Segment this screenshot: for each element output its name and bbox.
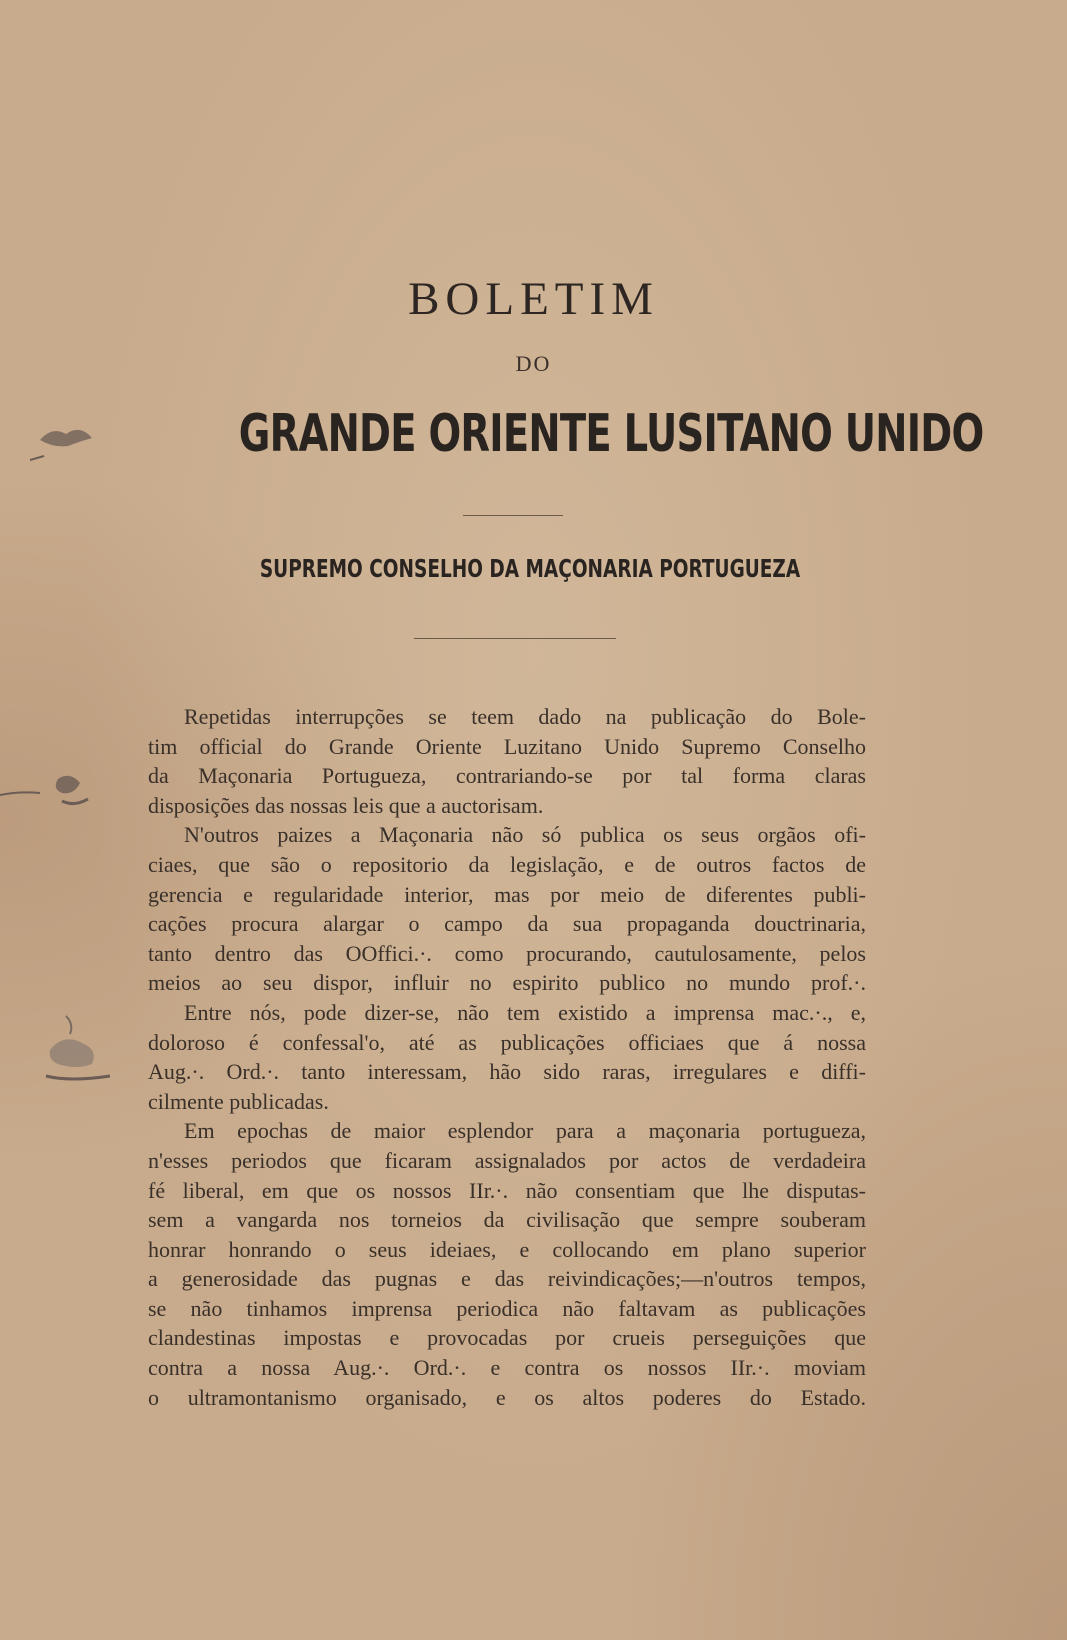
text-line: disposições das nossas leis que a auctorisam. [148, 792, 544, 818]
text-line: honrar honrando o seus ideiaes, e collocando em plano superior [148, 1236, 866, 1262]
text-line: gerencia e regularidade interior, mas por meio de diferentes publi- [148, 881, 866, 907]
body-text [148, 702, 866, 1412]
text-line: a generosidade das pugnas e das reivindicações;—n'outros tempos, [148, 1266, 866, 1292]
text-line: doloroso é confessal'o, até as publicações officiaes que á nossa [148, 1029, 866, 1055]
text-line: ciaes, que são o repositorio da legislação, e de outros factos de [148, 851, 866, 877]
text-line: cilmente publicadas. [148, 1088, 329, 1114]
text-line: meios ao seu dispor, influir no espirito publico no mundo prof.·. [148, 970, 866, 996]
text-line: sem a vangarda nos torneios da civilisação que sempre souberam [148, 1207, 866, 1233]
text-line: o ultramontanismo organisado, e os altos poderes do Estado. [148, 1384, 866, 1410]
text-line: contra a nossa Aug.·. Ord.·. e contra os nossos IIr.·. moviam [148, 1355, 866, 1381]
margin-stain-top-icon [30, 412, 100, 462]
text-line: Repetidas interrupções se teem dado na publicação do Bole- [184, 704, 866, 729]
text-line: n'esses periodos que ficaram assignalados por actos de verdadeira [148, 1147, 866, 1173]
text-line: N'outros paizes a Maçonaria não só publica os seus orgãos ofi- [184, 822, 866, 848]
divider-bottom [414, 638, 616, 639]
title-connector: DO [515, 351, 552, 376]
text-line: Em epochas de maior esplendor para a maçonaria portugueza, [184, 1118, 866, 1144]
text-line: Aug.·. Ord.·. tanto interessam, hão sido raras, irregulares e diffi- [148, 1059, 866, 1085]
text-line: cações procura alargar o campo da sua propaganda douctrinaria, [148, 911, 866, 937]
publication-title: BOLETIM [408, 273, 659, 325]
text-line: da Maçonaria Portugueza, contrariando-se por tal forma claras [148, 763, 866, 789]
text-line: clandestinas impostas e provocadas por crueis perseguições que [148, 1325, 866, 1351]
text-line: Entre nós, pode dizer-se, não tem existido a imprensa mac.·., e, [184, 999, 866, 1025]
text-line: fé liberal, em que os nossos IIr.·. não consentiam que lhe disputas- [148, 1177, 866, 1203]
divider-top [463, 515, 563, 516]
council-subtitle: SUPREMO CONSELHO DA MAÇONARIA PORTUGUEZA [259, 554, 801, 583]
margin-stain-lower-icon [40, 1010, 120, 1090]
organization-title: GRANDE ORIENTE LUSITANO UNIDO [238, 404, 984, 464]
text-line: tim official do Grande Oriente Luzitano Unido Supremo Conselho [148, 733, 866, 759]
text-line: tanto dentro das OOffici.·. como procurando, cautulosamente, pelos [148, 940, 866, 966]
text-line: se não tinhamos imprensa periodica não faltavam as publicações [148, 1295, 866, 1321]
margin-stain-middle-icon [0, 765, 100, 815]
